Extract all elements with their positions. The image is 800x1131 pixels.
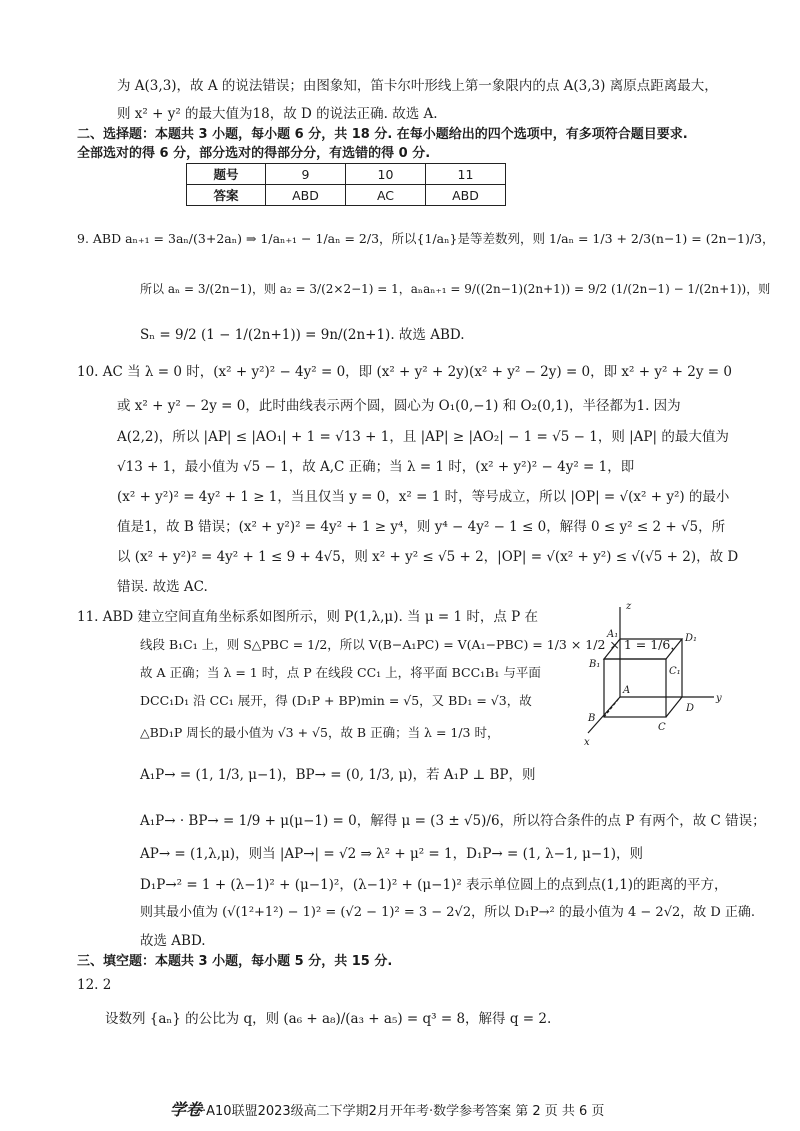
q9-line1: 9. ABD aₙ₊₁ = 3aₙ/(3+2aₙ) ⇒ 1/aₙ₊₁ − 1/aₙ = 2/3，所以{1/aₙ}是等差数列，则 1/aₙ = 1/3 + 2/3(n−1) = (2n−1)/3， <box>77 231 775 246</box>
q12-answer: 12. 2 <box>77 977 112 993</box>
q12-solution: 设数列 {aₙ} 的公比为 q，则 (a₆ + a₈)/(a₃ + a₅) = q³ = 8，解得 q = 2. <box>105 1011 552 1027</box>
section2-heading-2: 全部选对的得 6 分，部分选对的得部分分，有选错的得 0 分. <box>77 146 431 161</box>
figure-label: C₁ <box>669 666 681 677</box>
q11-line3: 故 A 正确；当 λ = 1 时，点 P 在线段 CC₁ 上，将平面 BCC₁B₁ 与平面 <box>140 665 541 680</box>
footer-text: ·A10联盟2023级高二下学期2月开年考·数学参考答案 第 2 页 共 6 页 <box>202 1104 605 1119</box>
publisher-logo: 学卷 <box>170 1100 203 1119</box>
table-cell: AC <box>346 185 426 206</box>
figure-label: B <box>588 713 596 724</box>
table-cell: 9 <box>266 164 346 185</box>
section2-heading: 二、选择题：本题共 3 小题，每小题 6 分，共 18 分. 在每小题给出的四个选项中，有多项符合题目要求. <box>77 127 688 142</box>
figure-label: y <box>716 693 722 704</box>
q10-line5: (x² + y²)² = 4y² + 1 ≥ 1，当且仅当 y = 0，x² = 1 时，等号成立，所以 |OP| = √(x² + y²) 的最小 <box>117 489 730 505</box>
q11-line8: AP→ = (1,λ,μ)，则当 |AP→| = √2 ⇒ λ² + μ² = 1，D₁P→ = (1, λ−1, μ−1)，则 <box>140 846 644 862</box>
q11-line9: D₁P→² = 1 + (λ−1)² + (μ−1)²，(λ−1)² + (μ−1)² 表示单位圆上的点到点(1,1)的距离的平方， <box>140 877 728 893</box>
figure-label: z <box>626 601 632 612</box>
q10-line2: 或 x² + y² − 2y = 0，此时曲线表示两个圆，圆心为 O₁(0,−1) 和 O₂(0,1)，半径都为1. 因为 <box>117 398 681 414</box>
table-row-numbers <box>187 164 506 185</box>
q11-line2: 线段 B₁C₁ 上，则 S△PBC = 1/2，所以 V(B−A₁PC) = V(A₁−PBC) = 1/3 × 1/2 × 1 = 1/6， <box>140 637 683 652</box>
q11-line5: △BD₁P 周长的最小值为 √3 + √5，故 B 正确；当 λ = 1/3 时， <box>140 725 500 740</box>
table-header-answer: 答案 <box>187 185 266 206</box>
section3-heading: 三、填空题：本题共 3 小题，每小题 5 分，共 15 分. <box>77 954 393 969</box>
q11-line11: 故选 ABD. <box>140 933 206 949</box>
answer-table <box>186 163 506 206</box>
q10-line6: 值是1，故 B 错误；(x² + y²)² = 4y² + 1 ≥ y⁴，则 y⁴ − 4y² − 1 ≤ 0，解得 0 ≤ y² ≤ 2 + √5，所 <box>117 519 726 535</box>
cube-edge-ab <box>604 697 620 717</box>
figure-label: C <box>658 722 666 733</box>
table-header-number: 题号 <box>187 164 266 185</box>
q11-line6: A₁P→ = (1, 1/3, μ−1)，BP→ = (0, 1/3, μ)，若 A₁P ⊥ BP，则 <box>140 767 536 783</box>
page-footer <box>170 1097 604 1120</box>
q9-line3: Sₙ = 9/2 (1 − 1/(2n+1)) = 9n/(2n+1). 故选 ABD. <box>140 327 465 343</box>
q10-line4: √13 + 1，最小值为 √5 − 1，故 A,C 正确；当 λ = 1 时，(x² + y²)² − 4y² = 1，即 <box>117 459 635 475</box>
q10-line1: 10. AC 当 λ = 0 时，(x² + y²)² − 4y² = 0，即 (x² + y² + 2y)(x² + y² − 2y) = 0，即 x² + y² + 2y = 0 <box>77 364 732 380</box>
q10-line3: A(2,2)，所以 |AP| ≤ |AO₁| + 1 = √13 + 1，且 |AP| ≥ |AO₂| − 1 = √5 − 1，则 |AP| 的最大值为 <box>117 429 729 445</box>
cube-front-face <box>604 659 666 717</box>
figure-label: A <box>623 685 631 696</box>
figure-label: x <box>584 737 590 747</box>
table-cell: ABD <box>426 185 506 206</box>
q11-line4: DCC₁D₁ 沿 CC₁ 展开，得 (D₁P + BP)min = √5，又 BD₁ = √3，故 <box>140 693 532 708</box>
table-cell: 10 <box>346 164 426 185</box>
figure-label: A₁ <box>607 629 619 640</box>
table-row-answers <box>187 185 506 206</box>
q11-line1: 11. ABD 建立空间直角坐标系如图所示，则 P(1,λ,μ). 当 μ = 1 时，点 P 在 <box>77 609 539 625</box>
q11-line10: 则其最小值为 (√(1²+1²) − 1)² = (√2 − 1)² = 3 − 2√2，所以 D₁P→² 的最小值为 4 − 2√2，故 D 正确. <box>140 905 756 920</box>
q9-line2: 所以 aₙ = 3/(2n−1)，则 a₂ = 3/(2×2−1) = 1，aₙaₙ₊₁ = 9/((2n−1)(2n+1)) = 9/2 (1/(2n−1) − 1/(2n+1))，则 <box>140 282 771 296</box>
cube-top-face <box>604 639 682 659</box>
figure-label: D₁ <box>685 633 698 644</box>
figure-label: D <box>686 703 695 714</box>
cube-edge-cd <box>666 697 682 717</box>
table-cell: ABD <box>266 185 346 206</box>
figure-label: B₁ <box>589 659 601 670</box>
table-cell: 11 <box>426 164 506 185</box>
q10-line8: 错误. 故选 AC. <box>117 579 208 595</box>
q11-line7: A₁P→ · BP→ = 1/9 + μ(μ−1) = 0，解得 μ = (3 ± √5)/6，所以符合条件的点 P 有两个，故 C 错误； <box>140 813 766 829</box>
q8-tail-line1: 为 A(3,3)，故 A 的说法错误；由图象知，笛卡尔叶形线上第一象限内的点 A(3,3) 离原点距离最大， <box>117 78 718 94</box>
q10-line7: 以 (x² + y²)² = 4y² + 1 ≤ 9 + 4√5，则 x² + y² ≤ √5 + 2，|OP| = √(x² + y²) ≤ √(√5 + 2)，故 D <box>117 549 739 565</box>
q8-tail-line2: 则 x² + y² 的最大值为18，故 D 的说法正确. 故选 A. <box>117 106 438 122</box>
cube-coordinate-figure <box>574 597 734 747</box>
